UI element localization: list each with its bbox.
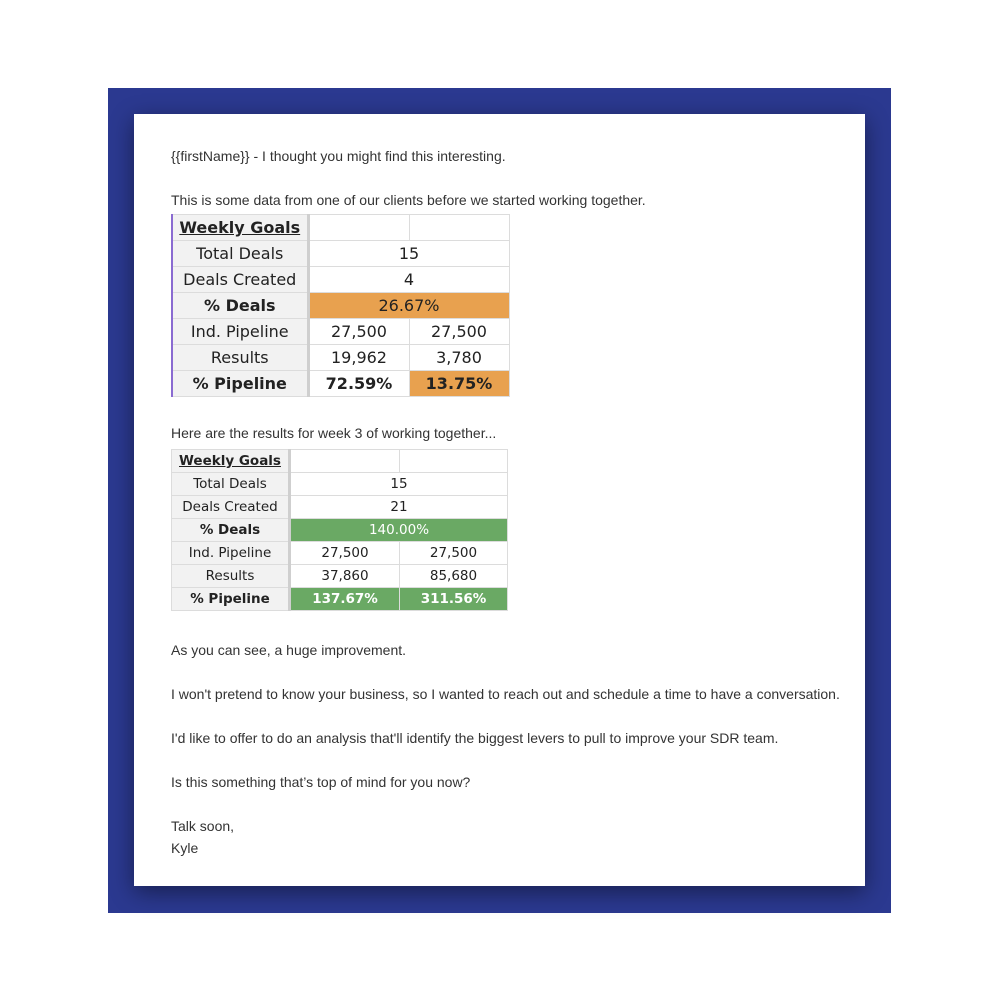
pct-pipeline-value-2: 311.56%: [400, 588, 508, 611]
table-row: [172, 371, 509, 397]
row-label: % Pipeline: [172, 588, 290, 611]
table-row: [172, 215, 509, 241]
row-label: Ind. Pipeline: [172, 319, 308, 345]
table-week3: [171, 449, 508, 611]
table-row: [172, 293, 509, 319]
deals-created-value: 4: [308, 267, 509, 293]
table-row: [172, 450, 508, 473]
results-value-2: 85,680: [400, 565, 508, 588]
total-deals-value: 15: [290, 473, 508, 496]
table-title: Weekly Goals: [172, 215, 308, 241]
results-value-1: 19,962: [308, 345, 409, 371]
week3-text: Here are the results for week 3 of working together...: [171, 425, 497, 441]
table-row: [172, 267, 509, 293]
sender-name: Kyle: [171, 840, 199, 856]
table-row: [172, 565, 508, 588]
offer-line: I'd like to offer to do an analysis that'll identify the biggest levers to pull to improve your SDR team.: [171, 730, 779, 746]
ind-pipeline-value-1: 27,500: [290, 542, 400, 565]
table-row: [172, 588, 508, 611]
table-row: [172, 519, 508, 542]
results-value-1: 37,860: [290, 565, 400, 588]
ind-pipeline-value-2: 27,500: [400, 542, 508, 565]
pct-pipeline-value-2: 13.75%: [409, 371, 509, 397]
table-row: [172, 345, 509, 371]
row-label: Deals Created: [172, 267, 308, 293]
table-title: Weekly Goals: [172, 450, 290, 473]
ind-pipeline-value-2: 27,500: [409, 319, 509, 345]
results-value-2: 3,780: [409, 345, 509, 371]
row-label: % Deals: [172, 519, 290, 542]
question-line: Is this something that’s top of mind for you now?: [171, 774, 471, 790]
row-label: Results: [172, 565, 290, 588]
empty-cell: [400, 450, 508, 473]
row-label: Total Deals: [172, 473, 290, 496]
table-row: [172, 241, 509, 267]
table-before: [171, 214, 510, 397]
deals-created-value: 21: [290, 496, 508, 519]
empty-cell: [308, 215, 409, 241]
row-label: % Pipeline: [172, 371, 308, 397]
row-label: % Deals: [172, 293, 308, 319]
table-row: [172, 319, 509, 345]
before-text: This is some data from one of our clients before we started working together.: [171, 192, 646, 208]
empty-cell: [290, 450, 400, 473]
pct-pipeline-value-1: 72.59%: [308, 371, 409, 397]
reach-out-line: I won't pretend to know your business, so I wanted to reach out and schedule a time to have a conversation.: [171, 686, 840, 702]
table-row: [172, 473, 508, 496]
intro-line: {{firstName}} - I thought you might find this interesting.: [171, 148, 506, 164]
improvement-line: As you can see, a huge improvement.: [171, 642, 407, 658]
row-label: Total Deals: [172, 241, 308, 267]
ind-pipeline-value-1: 27,500: [308, 319, 409, 345]
table-row: [172, 496, 508, 519]
pct-pipeline-value-1: 137.67%: [290, 588, 400, 611]
row-label: Results: [172, 345, 308, 371]
empty-cell: [409, 215, 509, 241]
total-deals-value: 15: [308, 241, 509, 267]
table-row: [172, 542, 508, 565]
row-label: Ind. Pipeline: [172, 542, 290, 565]
email-card: [134, 114, 865, 886]
row-label: Deals Created: [172, 496, 290, 519]
pct-deals-value: 26.67%: [308, 293, 509, 319]
signoff-line: Talk soon,: [171, 818, 235, 834]
pct-deals-value: 140.00%: [290, 519, 508, 542]
